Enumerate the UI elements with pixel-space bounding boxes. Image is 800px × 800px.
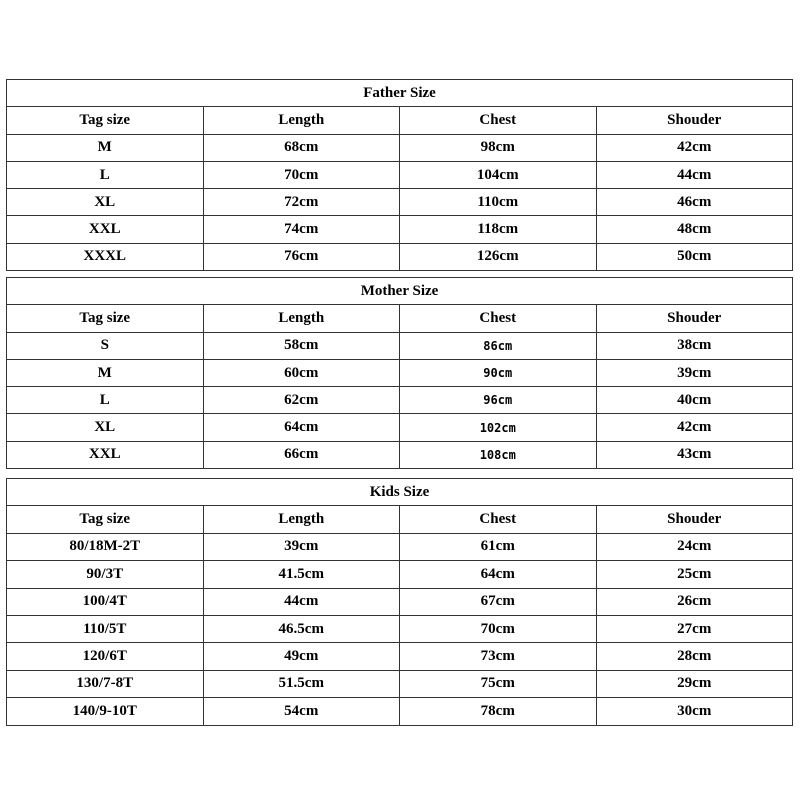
table-row [7,359,793,386]
tag-size-cell: 80/18M-2T [7,533,204,560]
shoulder-cell: 25cm [596,561,793,588]
chest-cell: 75cm [400,670,597,697]
column-header-shoulder: Shouder [596,506,793,533]
table-row [7,189,793,216]
table-row [7,387,793,414]
shoulder-cell: 50cm [596,243,793,270]
column-header-chest: Chest [400,506,597,533]
chest-cell: 126cm [400,243,597,270]
table-header-row [7,107,793,134]
father-size-table [6,79,793,271]
table-title-row [7,80,793,107]
shoulder-cell: 29cm [596,670,793,697]
column-header-tag-size: Tag size [7,506,204,533]
tag-size-cell: L [7,161,204,188]
kids-size-table [6,478,793,726]
mother-size-title: Mother Size [7,278,793,305]
column-header-length: Length [203,506,400,533]
length-cell: 46.5cm [203,615,400,642]
chest-cell: 96cm [400,387,597,414]
chest-cell: 86cm [400,332,597,359]
column-header-tag-size: Tag size [7,107,204,134]
table-header-row [7,305,793,332]
table-row [7,588,793,615]
tag-size-cell: S [7,332,204,359]
length-cell: 64cm [203,414,400,441]
length-cell: 58cm [203,332,400,359]
tag-size-cell: 110/5T [7,615,204,642]
shoulder-cell: 27cm [596,615,793,642]
table-row [7,643,793,670]
chest-cell: 110cm [400,189,597,216]
chest-cell: 70cm [400,615,597,642]
length-cell: 74cm [203,216,400,243]
column-header-shoulder: Shouder [596,107,793,134]
length-cell: 41.5cm [203,561,400,588]
tag-size-cell: XXXL [7,243,204,270]
shoulder-cell: 44cm [596,161,793,188]
table-row [7,441,793,468]
chest-cell: 102cm [400,414,597,441]
length-cell: 54cm [203,698,400,725]
table-row [7,332,793,359]
tag-size-cell: M [7,359,204,386]
chest-cell: 108cm [400,441,597,468]
column-header-length: Length [203,107,400,134]
chest-cell: 104cm [400,161,597,188]
tag-size-cell: XL [7,189,204,216]
column-header-shoulder: Shouder [596,305,793,332]
table-row [7,533,793,560]
father-size-title: Father Size [7,80,793,107]
column-header-tag-size: Tag size [7,305,204,332]
length-cell: 72cm [203,189,400,216]
chest-cell: 118cm [400,216,597,243]
table-row [7,561,793,588]
shoulder-cell: 39cm [596,359,793,386]
tag-size-cell: 120/6T [7,643,204,670]
column-header-length: Length [203,305,400,332]
shoulder-cell: 28cm [596,643,793,670]
chest-cell: 67cm [400,588,597,615]
table-title-row [7,479,793,506]
shoulder-cell: 40cm [596,387,793,414]
length-cell: 60cm [203,359,400,386]
table-row [7,243,793,270]
column-header-chest: Chest [400,107,597,134]
tag-size-cell: XL [7,414,204,441]
column-header-chest: Chest [400,305,597,332]
length-cell: 49cm [203,643,400,670]
kids-size-title: Kids Size [7,479,793,506]
tag-size-cell: XXL [7,441,204,468]
table-row [7,216,793,243]
chest-cell: 64cm [400,561,597,588]
table-row [7,414,793,441]
chest-cell: 61cm [400,533,597,560]
shoulder-cell: 42cm [596,134,793,161]
length-cell: 76cm [203,243,400,270]
length-cell: 68cm [203,134,400,161]
shoulder-cell: 46cm [596,189,793,216]
tag-size-cell: 140/9-10T [7,698,204,725]
shoulder-cell: 38cm [596,332,793,359]
length-cell: 44cm [203,588,400,615]
shoulder-cell: 26cm [596,588,793,615]
chest-cell: 73cm [400,643,597,670]
length-cell: 51.5cm [203,670,400,697]
tag-size-cell: M [7,134,204,161]
tag-size-cell: XXL [7,216,204,243]
length-cell: 66cm [203,441,400,468]
chest-cell: 90cm [400,359,597,386]
shoulder-cell: 30cm [596,698,793,725]
length-cell: 62cm [203,387,400,414]
table-row [7,615,793,642]
chest-cell: 78cm [400,698,597,725]
mother-size-table [6,277,793,469]
table-row [7,134,793,161]
chest-cell: 98cm [400,134,597,161]
tag-size-cell: L [7,387,204,414]
shoulder-cell: 43cm [596,441,793,468]
table-row [7,161,793,188]
shoulder-cell: 42cm [596,414,793,441]
length-cell: 70cm [203,161,400,188]
tag-size-cell: 130/7-8T [7,670,204,697]
table-title-row [7,278,793,305]
shoulder-cell: 24cm [596,533,793,560]
length-cell: 39cm [203,533,400,560]
table-row [7,670,793,697]
tag-size-cell: 90/3T [7,561,204,588]
tag-size-cell: 100/4T [7,588,204,615]
table-header-row [7,506,793,533]
shoulder-cell: 48cm [596,216,793,243]
table-row [7,698,793,725]
